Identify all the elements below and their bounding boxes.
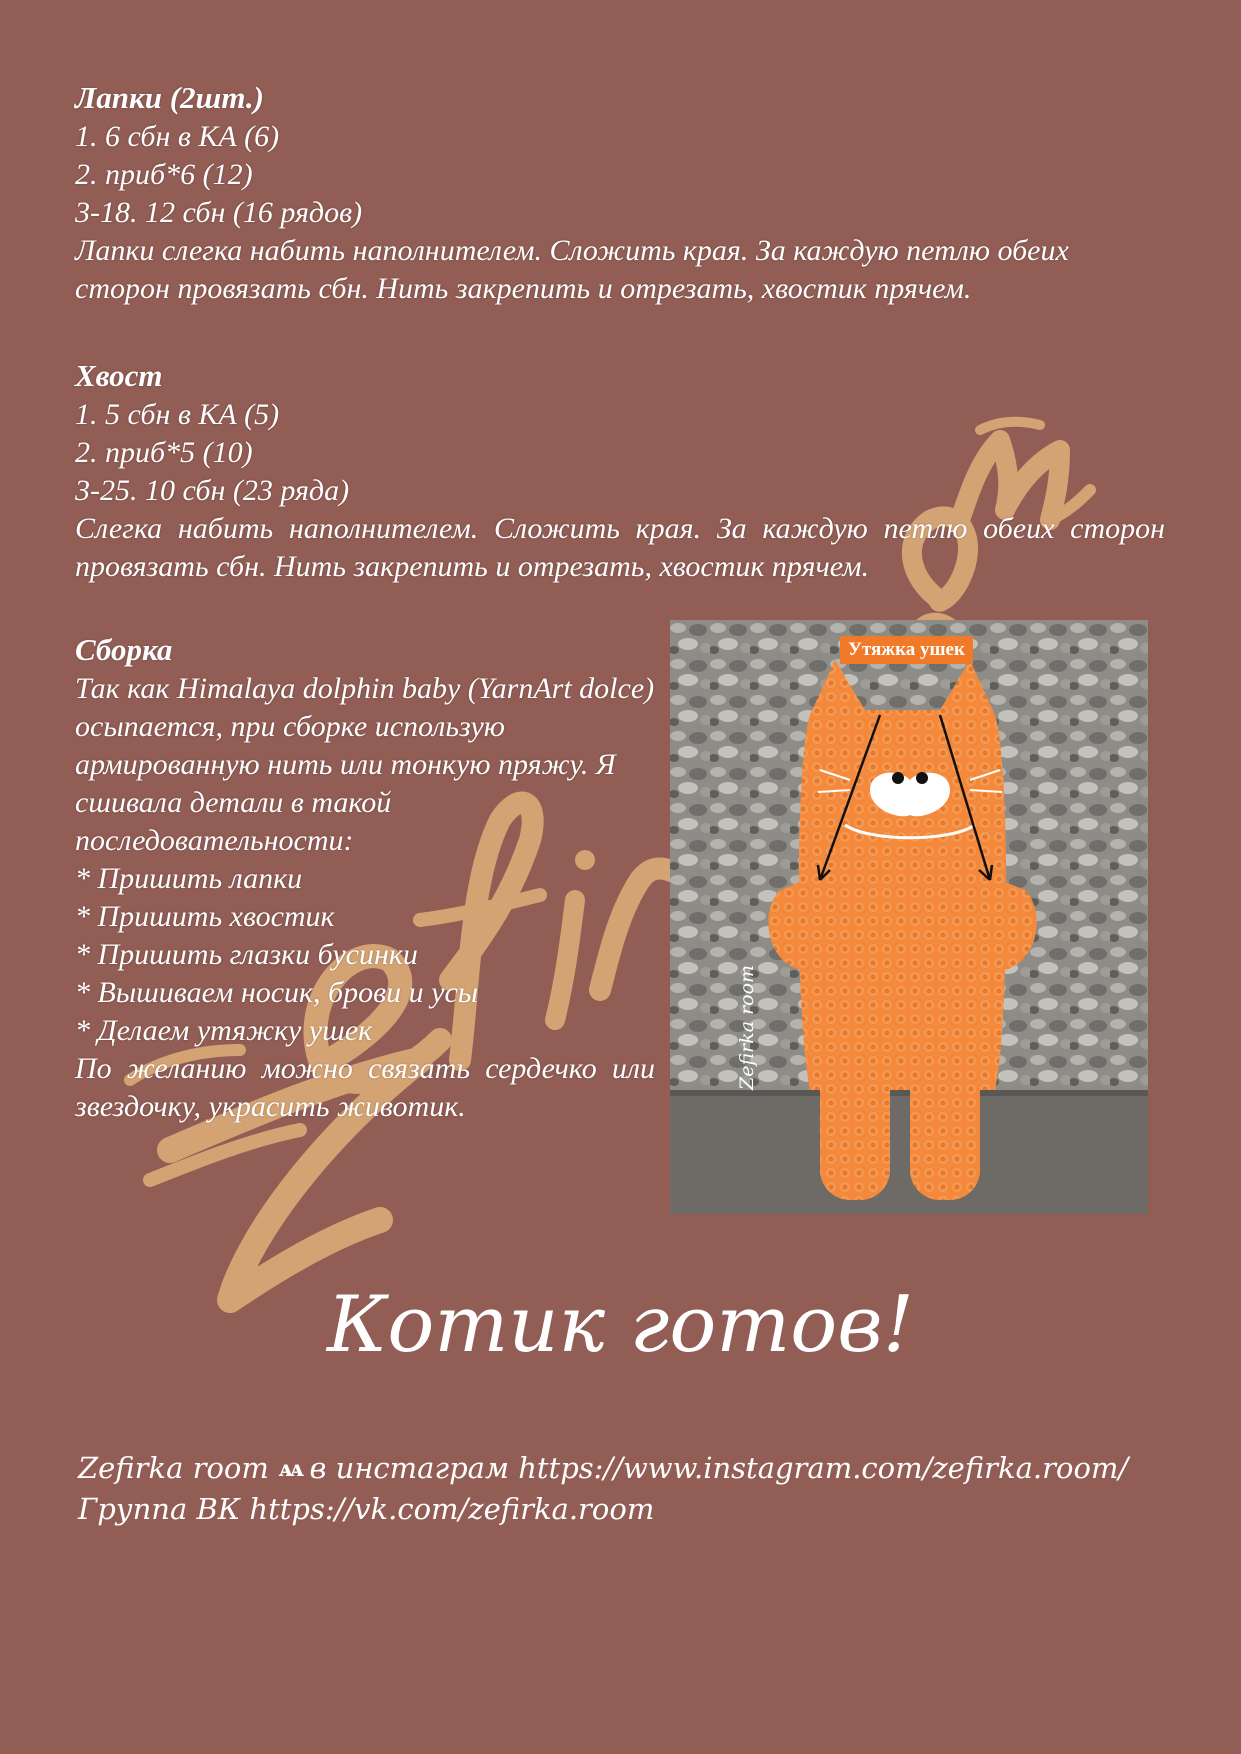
section-paws: [75, 78, 1165, 308]
ribbon-icon: ᴀᴀ: [278, 1456, 301, 1482]
assembly-step: * Пришить глазки бусинки: [75, 938, 418, 971]
assembly-intro: Так как Himalaya dolphin baby (YarnArt dolce) осыпается, при сборке использую армированную нить или тонкую пряжу. Я сшивала детали в такой последовательности:: [75, 672, 655, 857]
step-line: 3-25. 10 сбн (23 ряда): [75, 474, 350, 507]
watermark-stroke-z2: [150, 1130, 300, 1180]
section-description: Слегка набить наполнителем. Сложить края. За каждую петлю обеих сторон провязать сбн. Нить закрепить и отрезать, хвостик прячем.: [75, 512, 1165, 583]
photo-signature: Zefirka room: [736, 964, 758, 1090]
assembly-step: * Пришить лапки: [75, 862, 303, 895]
section-title-tail: Хвост: [75, 358, 163, 393]
brand-name: Zefirka room: [78, 1451, 269, 1485]
footer-links: [78, 1448, 1128, 1529]
footer-instagram-line: [78, 1448, 1128, 1489]
finish-title: Котик готов!: [327, 1280, 914, 1370]
photo-label: Утяжка ушек: [840, 636, 973, 664]
assembly-step: * Делаем утяжку ушек: [75, 1014, 373, 1047]
step-line: 3-18. 12 сбн (16 рядов): [75, 196, 363, 229]
toy-eye-left: [892, 772, 904, 784]
step-line: 1. 5 сбн в КА (5): [75, 398, 280, 431]
section-title-assembly: Сборка: [75, 632, 173, 667]
section-tail: [75, 356, 1165, 586]
section-description: Лапки слегка набить наполнителем. Сложить края. За каждую петлю обеих сторон провязать сбн. Нить закрепить и отрезать, хвостик прячем.: [75, 234, 1069, 305]
step-line: 2. приб*5 (10): [75, 436, 253, 469]
wooden-floor: [670, 1090, 1148, 1214]
toy-eye-right: [916, 772, 928, 784]
toy-photo: [670, 620, 1148, 1214]
step-line: 1. 6 сбн в КА (6): [75, 120, 280, 153]
toy-photo-illustration: [670, 620, 1148, 1214]
instagram-link[interactable]: в инстаграм https://www.instagram.com/zefirka.room/: [309, 1451, 1129, 1485]
step-line: 2. приб*6 (12): [75, 158, 253, 191]
toy-body: [799, 660, 1007, 1090]
assembly-outro: По желанию можно связать сердечко или звездочку, украсить животик.: [75, 1052, 655, 1123]
section-assembly: [75, 630, 655, 1126]
assembly-step: * Вышиваем носик, брови и усы: [75, 976, 479, 1009]
section-title-paws: Лапки (2шт.): [75, 80, 264, 115]
vk-link[interactable]: Группа ВК https://vk.com/zefirka.room: [78, 1492, 655, 1526]
assembly-step: * Пришить хвостик: [75, 900, 335, 933]
